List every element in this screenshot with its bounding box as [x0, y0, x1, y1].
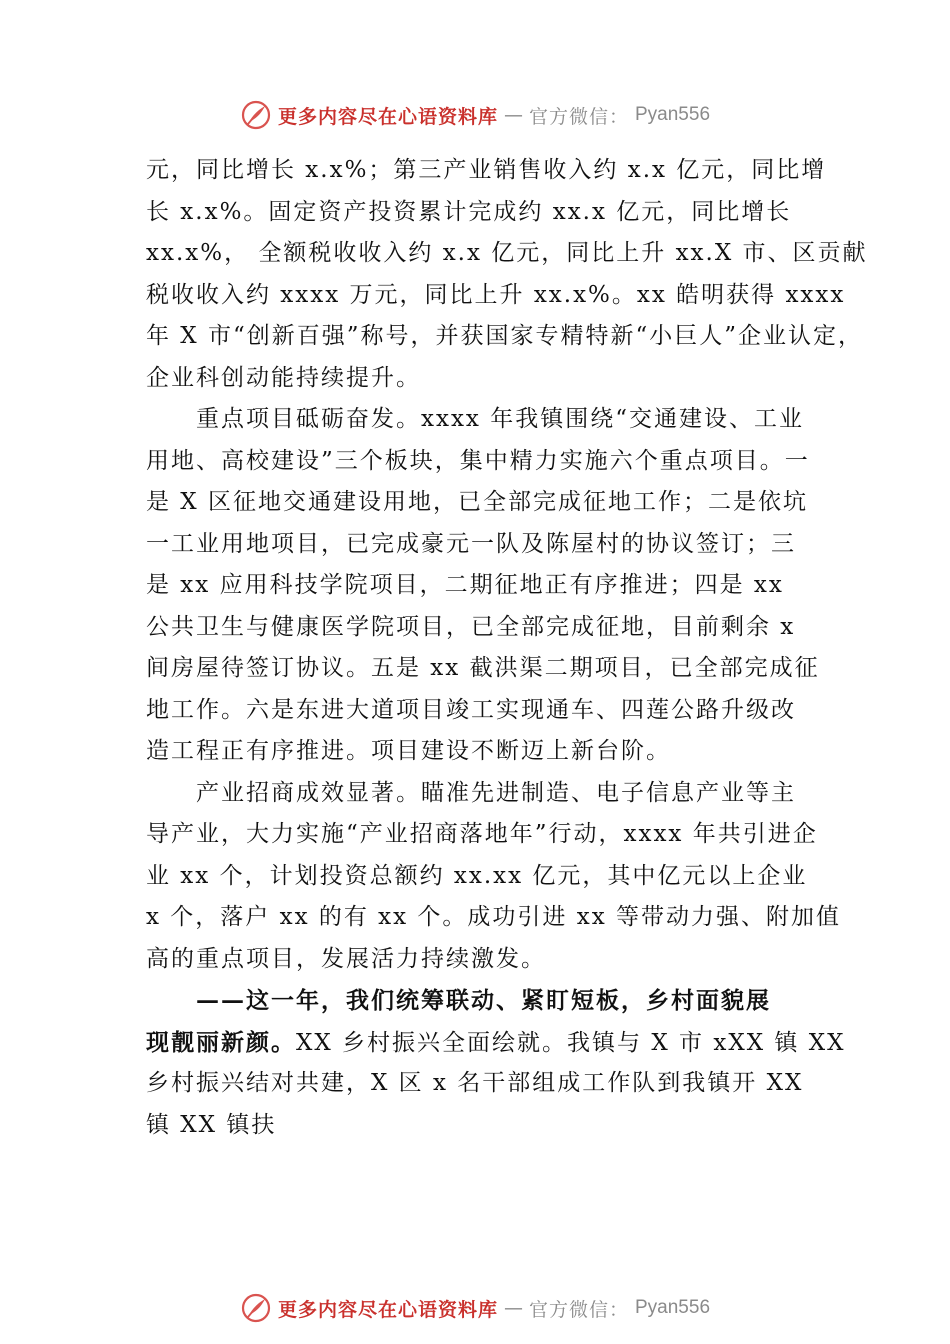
- body-line: 企业科创动能持续提升。: [146, 364, 421, 391]
- body-line: x 个，落户 xx 的有 xx 个。成功引进 xx 等带动力强、附加值: [146, 904, 841, 930]
- header-separator: —: [503, 104, 523, 126]
- header-wechat-id: Pyan556: [635, 104, 711, 125]
- footer-wechat-label: 官方微信：: [528, 1298, 629, 1321]
- body-line: 是 xx 应用科技学院项目，二期征地正有序推进；四是 xx: [146, 572, 784, 598]
- mixed-body-line: [146, 1022, 846, 1064]
- body-line: 元，同比增长 x.x%；第三产业销售收入约 x.x 亿元，同比增: [146, 157, 827, 183]
- body-line: 税收收入约 xxxx 万元，同比上升 xx.x%。xx 皓明获得 xxxx: [146, 281, 846, 308]
- header-brand: [240, 99, 710, 131]
- page-header: [0, 95, 950, 135]
- body-line: 公共卫生与健康医学院项目，已全部完成征地，目前剩余 x: [146, 613, 796, 640]
- body-line: 高的重点项目，发展活力持续激发。: [146, 945, 546, 972]
- body-line: 镇 XX 镇扶: [146, 1111, 277, 1138]
- body-line: 年 X 市“创新百强”称号，并获国家专精特新“小巨人”企业认定，: [146, 323, 864, 349]
- body-line: 造工程正有序推进。项目建设不断迈上新台阶。: [146, 738, 671, 764]
- page-footer: [0, 1288, 950, 1328]
- body-line: 用地、高校建设”三个板块，集中精力实施六个重点项目。一: [146, 447, 810, 474]
- header-wechat-label: 官方微信：: [528, 105, 629, 128]
- bold-inline-text: 现靓丽新颜。: [146, 1028, 296, 1056]
- body-line: 业 xx 个，计划投资总额约 xx.xx 亿元，其中亿元以上企业: [146, 862, 808, 889]
- body-line: 乡村振兴结对共建，X 区 x 名干部组成工作队到我镇开 XX: [146, 1070, 804, 1096]
- body-line: xx.x%， 全额税收收入约 x.x 亿元，同比上升 xx.X 市、区贡献: [146, 240, 868, 266]
- footer-brand: [240, 1292, 710, 1324]
- body-line: 产业招商成效显著。瞄准先进制造、电子信息产业等主: [146, 779, 796, 806]
- quill-logo-icon: [240, 99, 272, 131]
- document-body: [146, 150, 868, 1146]
- footer-brand-text: 更多内容尽在心语资料库: [277, 1298, 498, 1321]
- body-line: 一工业用地项目，已完成豪元一队及陈屋村的协议签订；三: [146, 530, 796, 557]
- footer-separator: —: [503, 1297, 523, 1319]
- body-line: 是 X 区征地交通建设用地，已全部完成征地工作；二是依坑: [146, 489, 808, 515]
- bold-body-line: ——这一年，我们统筹联动、紧盯短板，乡村面貌展: [146, 987, 771, 1014]
- body-line: 导产业，大力实施“产业招商落地年”行动，xxxx 年共引进企: [146, 821, 818, 847]
- inline-text: XX 乡村振兴全面绘就。我镇与 X 市 xXX 镇 XX: [296, 1029, 846, 1056]
- body-line: 间房屋待签订协议。五是 xx 截洪渠二期项目，已全部完成征: [146, 655, 820, 681]
- header-brand-text: 更多内容尽在心语资料库: [277, 105, 498, 128]
- body-line: 地工作。六是东进大道项目竣工实现通车、四莲公路升级改: [146, 696, 796, 723]
- body-line: 重点项目砥砺奋发。xxxx 年我镇围绕“交通建设、工业: [146, 406, 804, 432]
- footer-wechat-id: Pyan556: [635, 1297, 711, 1318]
- body-line: 长 x.x%。固定资产投资累计完成约 xx.x 亿元，同比增长: [146, 198, 792, 225]
- quill-logo-icon: [240, 1292, 272, 1324]
